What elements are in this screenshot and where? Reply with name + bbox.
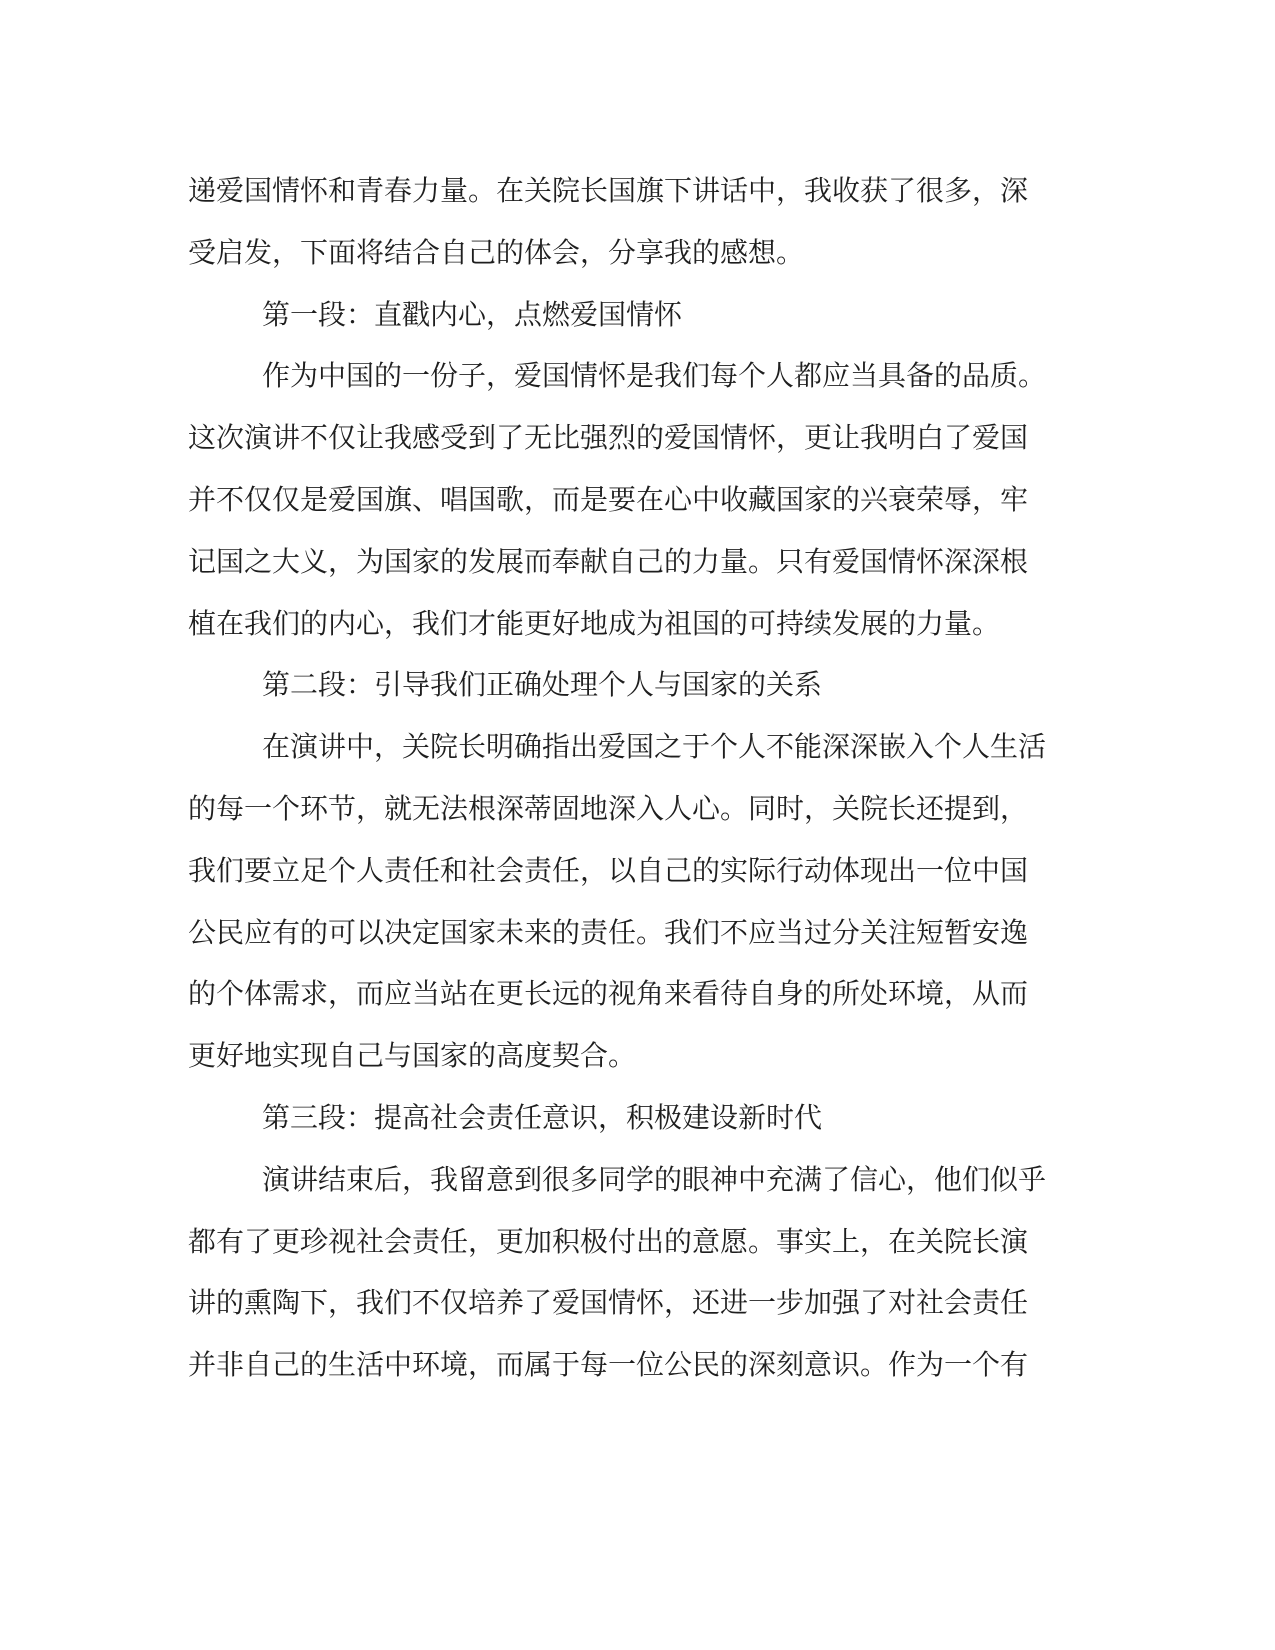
text-line: 都有了更珍视社会责任，更加积极付出的意愿。事实上，在关院长演 [188, 1224, 1029, 1258]
text-line: 讲的熏陶下，我们不仅培养了爱国情怀，还进一步加强了对社会责任 [188, 1286, 1029, 1320]
text-line: 更好地实现自己与国家的高度契合。 [188, 1039, 637, 1073]
text-line: 并非自己的生活中环境，而属于每一位公民的深刻意识。作为一个有 [188, 1348, 1029, 1382]
text-line: 并不仅仅是爱国旗、唱国歌，而是要在心中收藏国家的兴衰荣辱，牢 [188, 482, 1029, 516]
text-line: 作为中国的一份子，爱国情怀是我们每个人都应当具备的品质。 [262, 359, 1047, 393]
text-line: 的每一个环节，就无法根深蒂固地深入人心。同时，关院长还提到， [188, 791, 1029, 825]
text-line: 公民应有的可以决定国家未来的责任。我们不应当过分关注短暂安逸 [188, 915, 1029, 949]
text-line: 在演讲中，关院长明确指出爱国之于个人不能深深嵌入个人生活 [262, 730, 1047, 764]
text-line: 受启发，下面将结合自己的体会，分享我的感想。 [188, 235, 805, 269]
text-line: 植在我们的内心，我们才能更好地成为祖国的可持续发展的力量。 [188, 606, 1001, 640]
section-heading-1: 第一段：直戳内心，点燃爱国情怀 [262, 297, 683, 331]
text-line: 的个体需求，而应当站在更长远的视角来看待自身的所处环境，从而 [188, 977, 1029, 1011]
text-line: 演讲结束后，我留意到很多同学的眼神中充满了信心，他们似乎 [262, 1162, 1047, 1196]
document-body [188, 160, 1088, 1396]
text-line: 这次演讲不仅让我感受到了无比强烈的爱国情怀，更让我明白了爱国 [188, 421, 1029, 455]
text-line: 递爱国情怀和青春力量。在关院长国旗下讲话中，我收获了很多，深 [188, 174, 1029, 207]
section-heading-3: 第三段：提高社会责任意识，积极建设新时代 [262, 1100, 823, 1134]
section-heading-2: 第二段：引导我们正确处理个人与国家的关系 [262, 668, 823, 702]
text-line: 我们要立足个人责任和社会责任，以自己的实际行动体现出一位中国 [188, 853, 1029, 887]
text-line: 记国之大义，为国家的发展而奉献自己的力量。只有爱国情怀深深根 [188, 544, 1029, 578]
